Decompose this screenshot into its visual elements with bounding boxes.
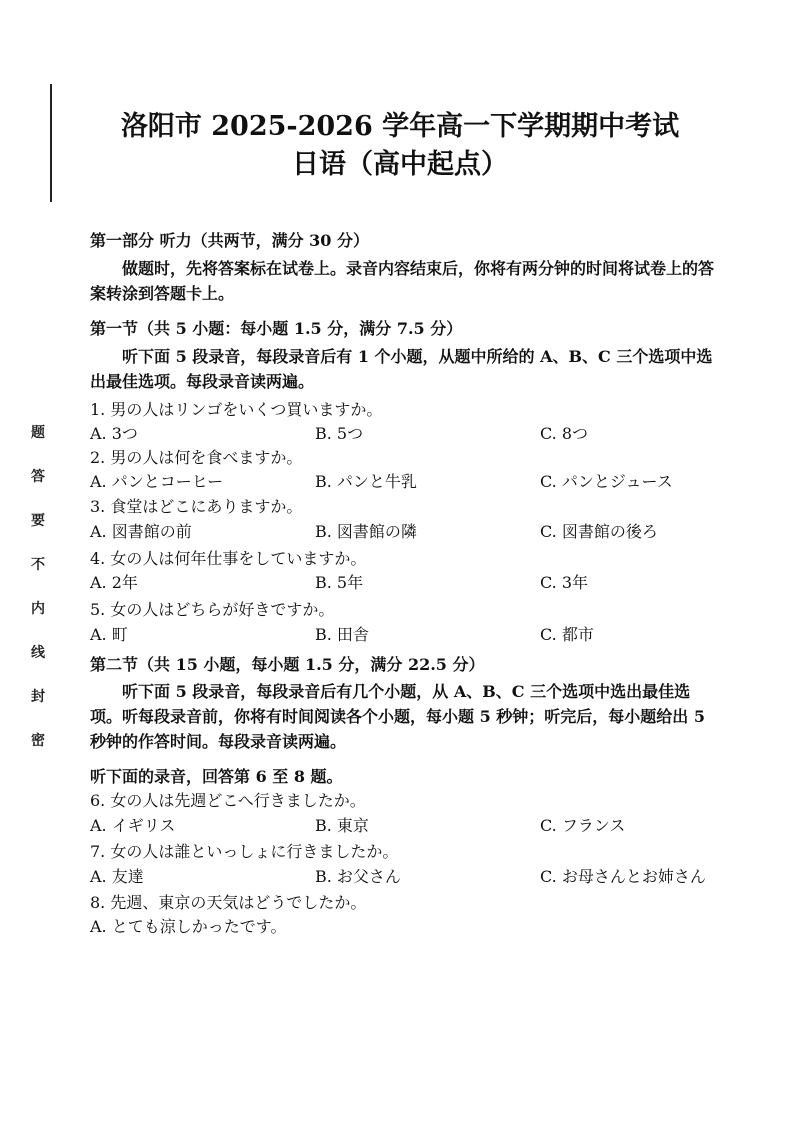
question-5: 5. 女の人はどちらが好きですか。: [90, 600, 335, 619]
section1-instruction: 听下面 5 段录音，每段录音后有 1 个小题，从题中所给的 A、B、C 三个选项中选出最佳选项。每段录音读两遍。: [90, 347, 713, 391]
q6-option-c: C. フランス: [540, 816, 626, 835]
q2-option-a: A. パンとコーヒー: [90, 472, 224, 491]
q5-option-a: A. 町: [90, 625, 128, 644]
seal-char: 不: [31, 557, 45, 573]
exam-subtitle: 日语（高中起点）: [292, 149, 508, 180]
q7-option-c: C. お母さんとお姉さん: [540, 867, 706, 886]
q5-option-c: C. 都市: [540, 625, 594, 644]
q4-option-b: B. 5年: [315, 573, 364, 592]
section1-heading: 第一节（共 5 小题：每小题 1.5 分，满分 7.5 分）: [90, 319, 463, 338]
question-2: 2. 男の人は何を食べますか。: [90, 448, 303, 467]
group-heading-6-8: 听下面的录音，回答第 6 至 8 题。: [90, 767, 343, 786]
q6-option-b: B. 東京: [315, 816, 369, 835]
q3-option-a: A. 図書館の前: [90, 522, 192, 541]
q5-option-b: B. 田舎: [315, 625, 369, 644]
q6-option-a: A. イギリス: [90, 816, 176, 835]
q1-option-b: B. 5つ: [315, 424, 364, 443]
seal-char: 线: [31, 645, 45, 661]
seal-char: 题: [31, 425, 45, 441]
q8-option-a: A. とても涼しかったです。: [90, 917, 287, 936]
section2-instruction: 听下面 5 段录音，每段录音后有几个小题，从 A、B、C 三个选项中选出最佳选项。听每段录音前，你将有时间阅读各个小题，每小题 5 秒钟；听完后，每小题给出 5 秒钟的作答时间。每段录音读两遍。: [90, 682, 705, 751]
seal-char: 内: [31, 601, 45, 617]
seal-char: 答: [31, 469, 45, 485]
part1-instruction: 做题时，先将答案标在试卷上。录音内容结束后，你将有两分钟的时间将试卷上的答案转涂到答题卡上。: [90, 259, 715, 303]
question-3: 3. 食堂はどこにありますか。: [90, 497, 303, 516]
exam-title: 洛阳市 2025-2026 学年高一下学期期中考试: [120, 111, 680, 142]
question-8: 8. 先週、東京の天気はどうでしたか。: [90, 893, 367, 912]
q3-option-b: B. 図書館の隣: [315, 522, 417, 541]
q1-option-a: A. 3つ: [90, 424, 138, 443]
seal-char: 封: [31, 689, 45, 705]
q2-option-c: C. パンとジュース: [540, 472, 673, 491]
q1-option-c: C. 8つ: [540, 424, 589, 443]
q3-option-c: C. 図書館の後ろ: [540, 522, 658, 541]
question-4: 4. 女の人は何年仕事をしていますか。: [90, 549, 367, 568]
question-1: 1. 男の人はリンゴをいくつ買いますか。: [90, 400, 383, 419]
question-7: 7. 女の人は誰といっしょに行きましたか。: [90, 842, 399, 861]
q7-option-a: A. 友達: [90, 867, 144, 886]
q7-option-b: B. お父さん: [315, 867, 401, 886]
part1-heading: 第一部分 听力（共两节，满分 30 分）: [90, 231, 369, 250]
seal-char: 要: [31, 513, 45, 529]
q2-option-b: B. パンと牛乳: [315, 472, 417, 491]
section2-heading: 第二节（共 15 小题，每小题 1.5 分，满分 22.5 分）: [90, 655, 485, 674]
q4-option-a: A. 2年: [90, 573, 138, 592]
q4-option-c: C. 3年: [540, 573, 589, 592]
question-6: 6. 女の人は先週どこへ行きましたか。: [90, 791, 366, 810]
seal-char: 密: [31, 733, 45, 749]
